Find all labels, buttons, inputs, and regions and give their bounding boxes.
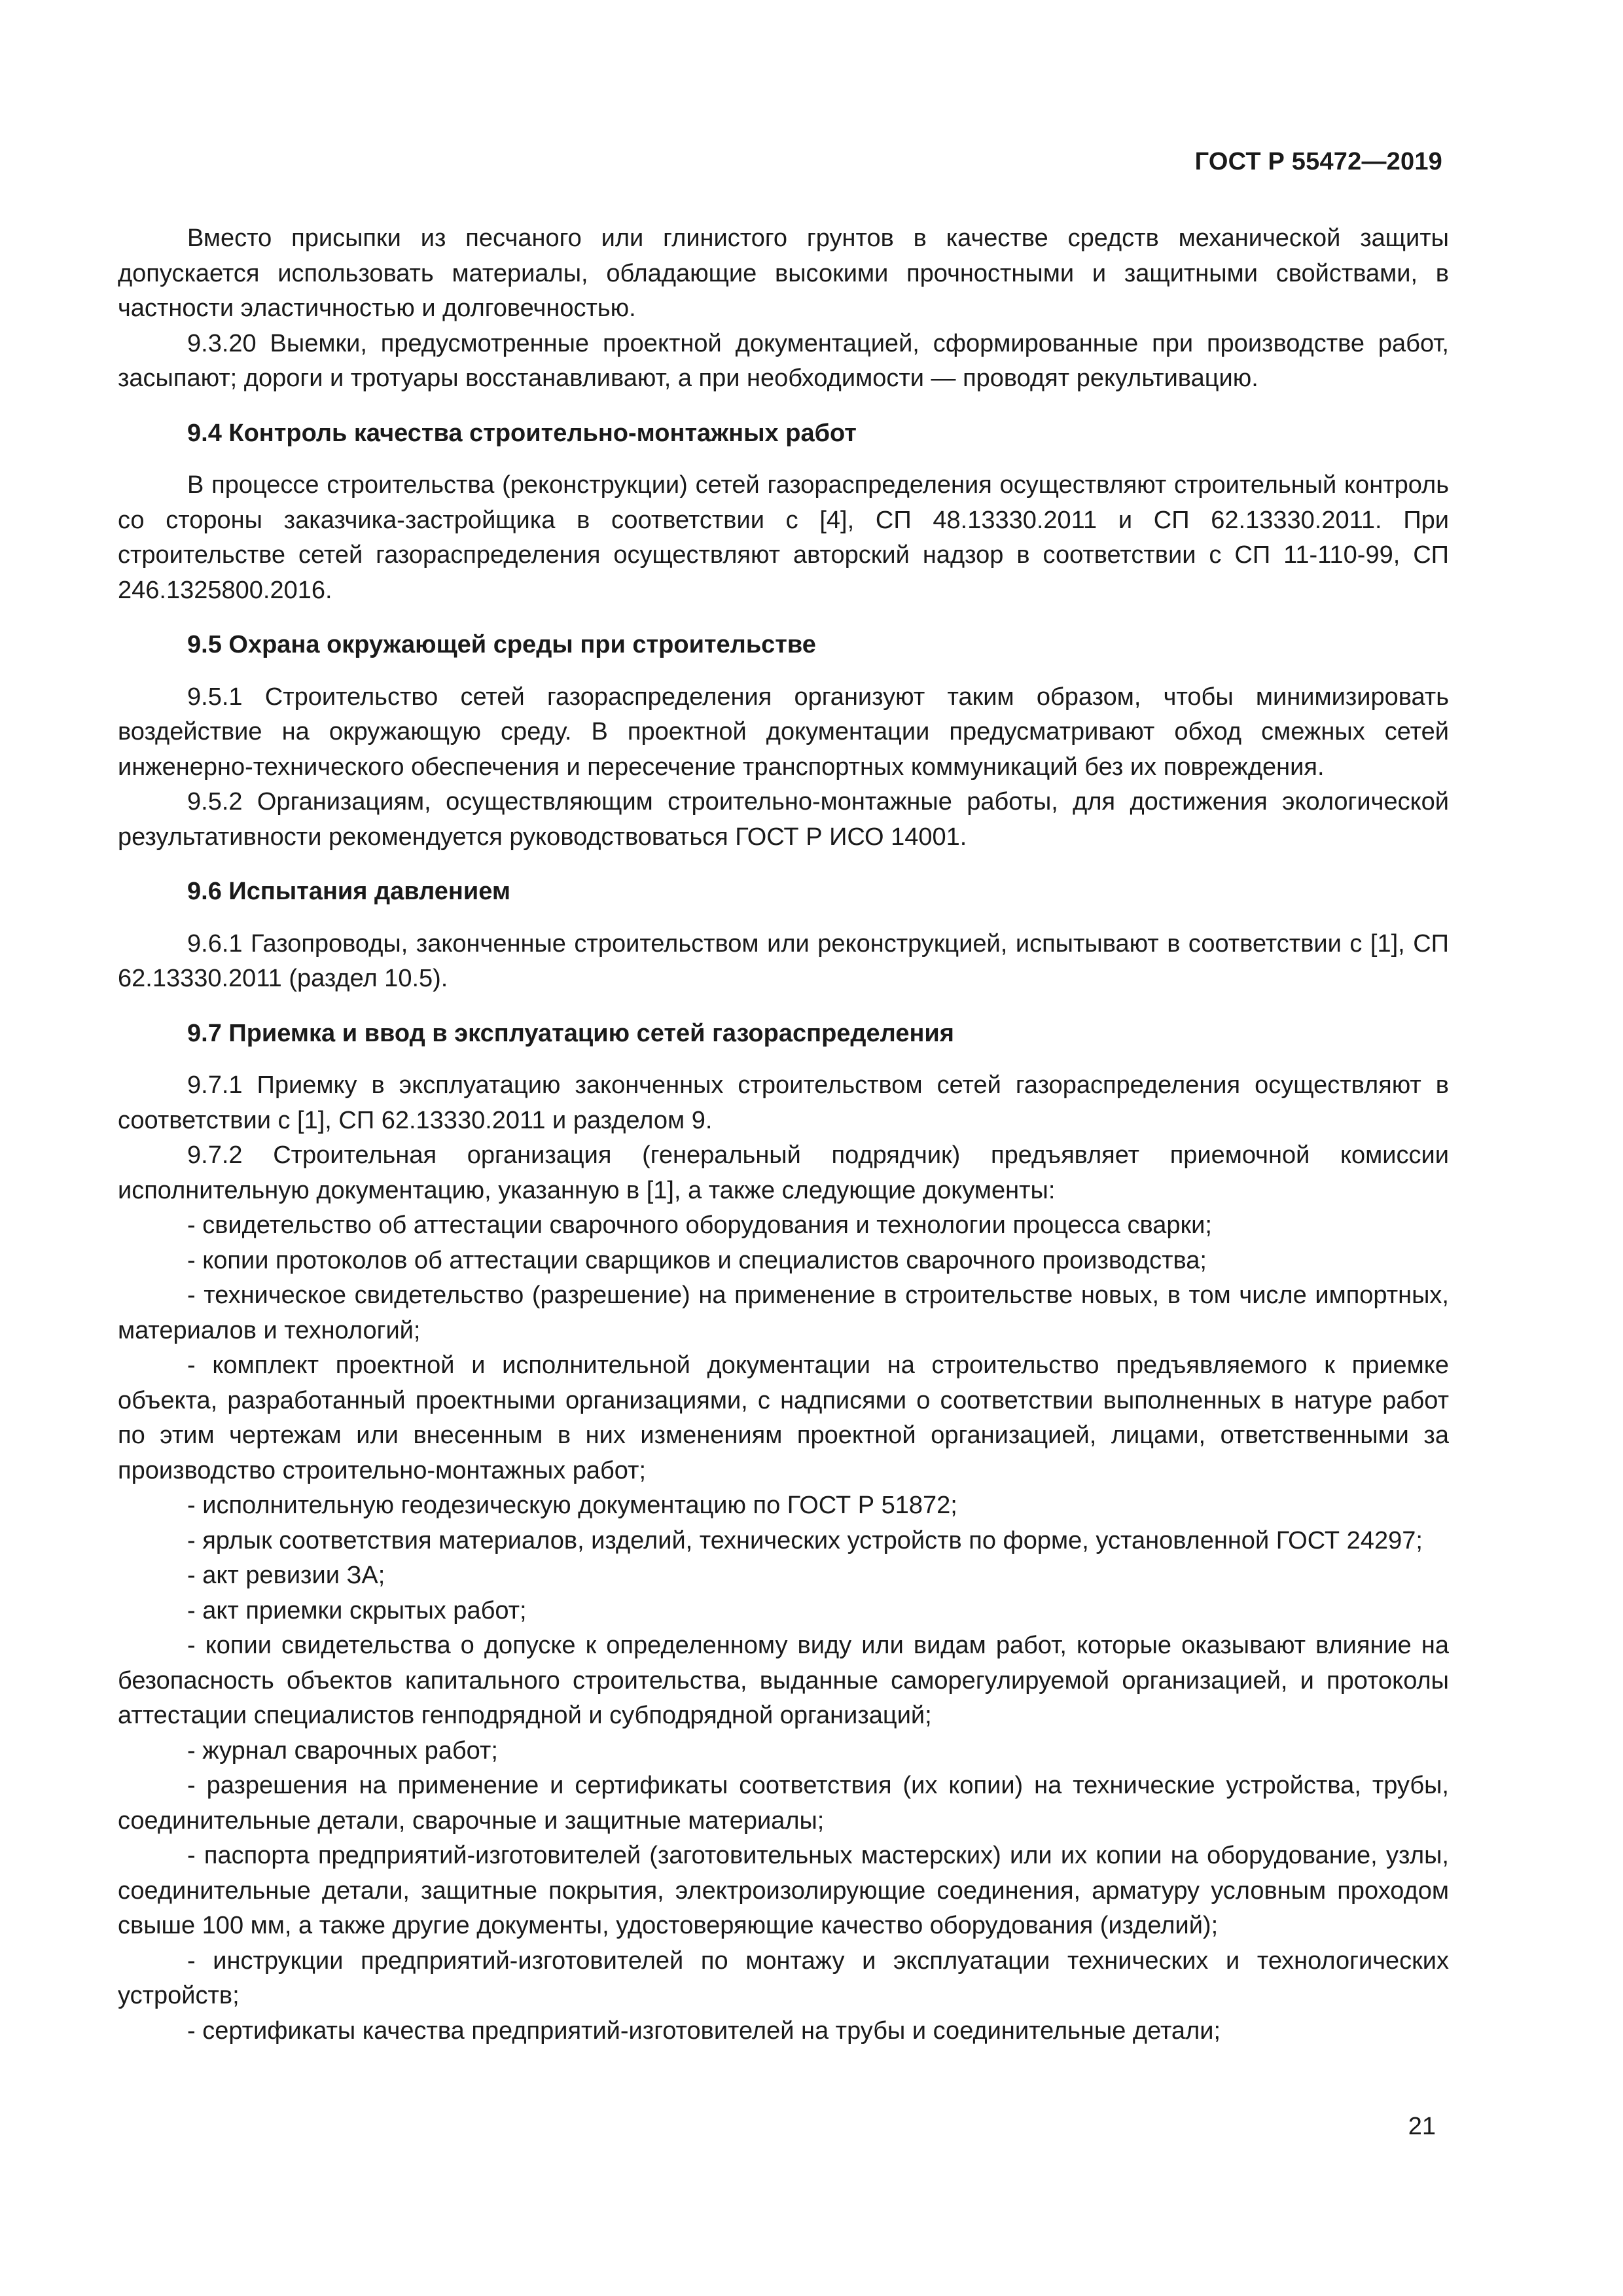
list-item: - копии протоколов об аттестации сварщиков и специалистов сварочного производства; [187, 1246, 1207, 1274]
list-item: - копии свидетельства о допуске к определенному виду или видам работ, которые оказывают влияние на безопасность объектов капитального строительства, выданные саморегулируемой организацией, и протоколы аттестации специалистов генподрядной и субподрядной организаций; [118, 1632, 1449, 1729]
paragraph: 9.5.1 Строительство сетей газораспределения организуют таким образом, чтобы минимизировать воздействие на окружающую среду. В проектной документации предусматривают обход смежных сетей инженерно-технического обеспечения и пересечение транспортных коммуникаций без их повреждения. [118, 683, 1449, 781]
paragraph: 9.3.20 Выемки, предусмотренные проектной документацией, сформированные при производстве работ, засыпают; дороги и тротуары восстанавливают, а при необходимости — проводят рекультивацию. [118, 329, 1449, 392]
paragraph: В процессе строительства (реконструкции) сетей газораспределения осуществляют строительный контроль со стороны заказчика-застройщика в соответствии с [4], СП 48.13330.2011 и СП 62.13330.2011. При строительстве сетей газораспределения осуществляют авторский надзор в соответствии с СП 11-110-99, СП 246.1325800.2016. [118, 471, 1449, 604]
paragraph: 9.7.1 Приемку в эксплуатацию законченных строительством сетей газораспределения осуществляют в соответствии с [1], СП 62.13330.2011 и разделом 9. [118, 1071, 1449, 1134]
paragraph: Вместо присыпки из песчаного или глинистого грунтов в качестве средств механической защиты допускается использовать материалы, обладающие высокими прочностными и защитными свойствами, в частности эластичностью и долговечностью. [118, 224, 1449, 322]
list-item: - техническое свидетельство (разрешение) на применение в строительстве новых, в том числе импортных, материалов и технологий; [118, 1282, 1449, 1344]
paragraph: 9.5.2 Организациям, осуществляющим строительно-монтажные работы, для достижения экологической результативности рекомендуется руководствоваться ГОСТ Р ИСО 14001. [118, 788, 1449, 851]
document-id: ГОСТ Р 55472—2019 [1194, 148, 1442, 175]
paragraph: 9.7.2 Строительная организация (генеральный подрядчик) предъявляет приемочной комиссии исполнительную документацию, указанную в [1], а также следующие документы: [118, 1141, 1449, 1204]
list-item: - журнал сварочных работ; [187, 1736, 498, 1765]
section-heading-9-6: 9.6 Испытания давлением [187, 878, 510, 905]
list-item: - ярлык соответствия материалов, изделий, технических устройств по форме, установленной ГОСТ 24297; [187, 1526, 1423, 1554]
list-item: - акт приемки скрытых работ; [187, 1596, 527, 1624]
paragraph: 9.6.1 Газопроводы, законченные строительством или реконструкцией, испытывают в соответствии с [1], СП 62.13330.2011 (раздел 10.5). [118, 929, 1449, 992]
page-number: 21 [1408, 2113, 1436, 2140]
section-heading-9-7: 9.7 Приемка и ввод в эксплуатацию сетей газораспределения [187, 1019, 954, 1047]
list-item: - акт ревизии ЗА; [187, 1562, 385, 1589]
list-item: - комплект проектной и исполнительной документации на строительство предъявляемого к приемке объекта, разработанный проектными организациями, с надписями о соответствии выполненных в натуре работ по этим чертежам или внесенным в них изменениям проектной организацией, лицами, ответственными за производство строительно-монтажных работ; [118, 1352, 1449, 1484]
list-item: - исполнительную геодезическую документацию по ГОСТ Р 51872; [187, 1492, 957, 1519]
section-heading-9-4: 9.4 Контроль качества строительно-монтажных работ [187, 419, 857, 447]
section-heading-9-5: 9.5 Охрана окружающей среды при строительстве [187, 631, 816, 658]
page-content [118, 221, 1449, 2049]
list-item: - сертификаты качества предприятий-изготовителей на трубы и соединительные детали; [187, 2017, 1221, 2045]
list-item: - свидетельство об аттестации сварочного оборудования и технологии процесса сварки; [187, 1211, 1212, 1239]
list-item: - паспорта предприятий-изготовителей (заготовительных мастерских) или их копии на оборудование, узлы, соединительные детали, защитные покрытия, электроизолирующие соединения, арматуру условным проходом свыше 100 мм, а также другие документы, удостоверяющие качество оборудования (изделий); [118, 1842, 1449, 1939]
list-item: - разрешения на применение и сертификаты соответствия (их копии) на технические устройства, трубы, соединительные детали, сварочные и защитные материалы; [118, 1772, 1449, 1835]
list-item: - инструкции предприятий-изготовителей по монтажу и эксплуатации технических и технологических устройств; [118, 1946, 1449, 2009]
